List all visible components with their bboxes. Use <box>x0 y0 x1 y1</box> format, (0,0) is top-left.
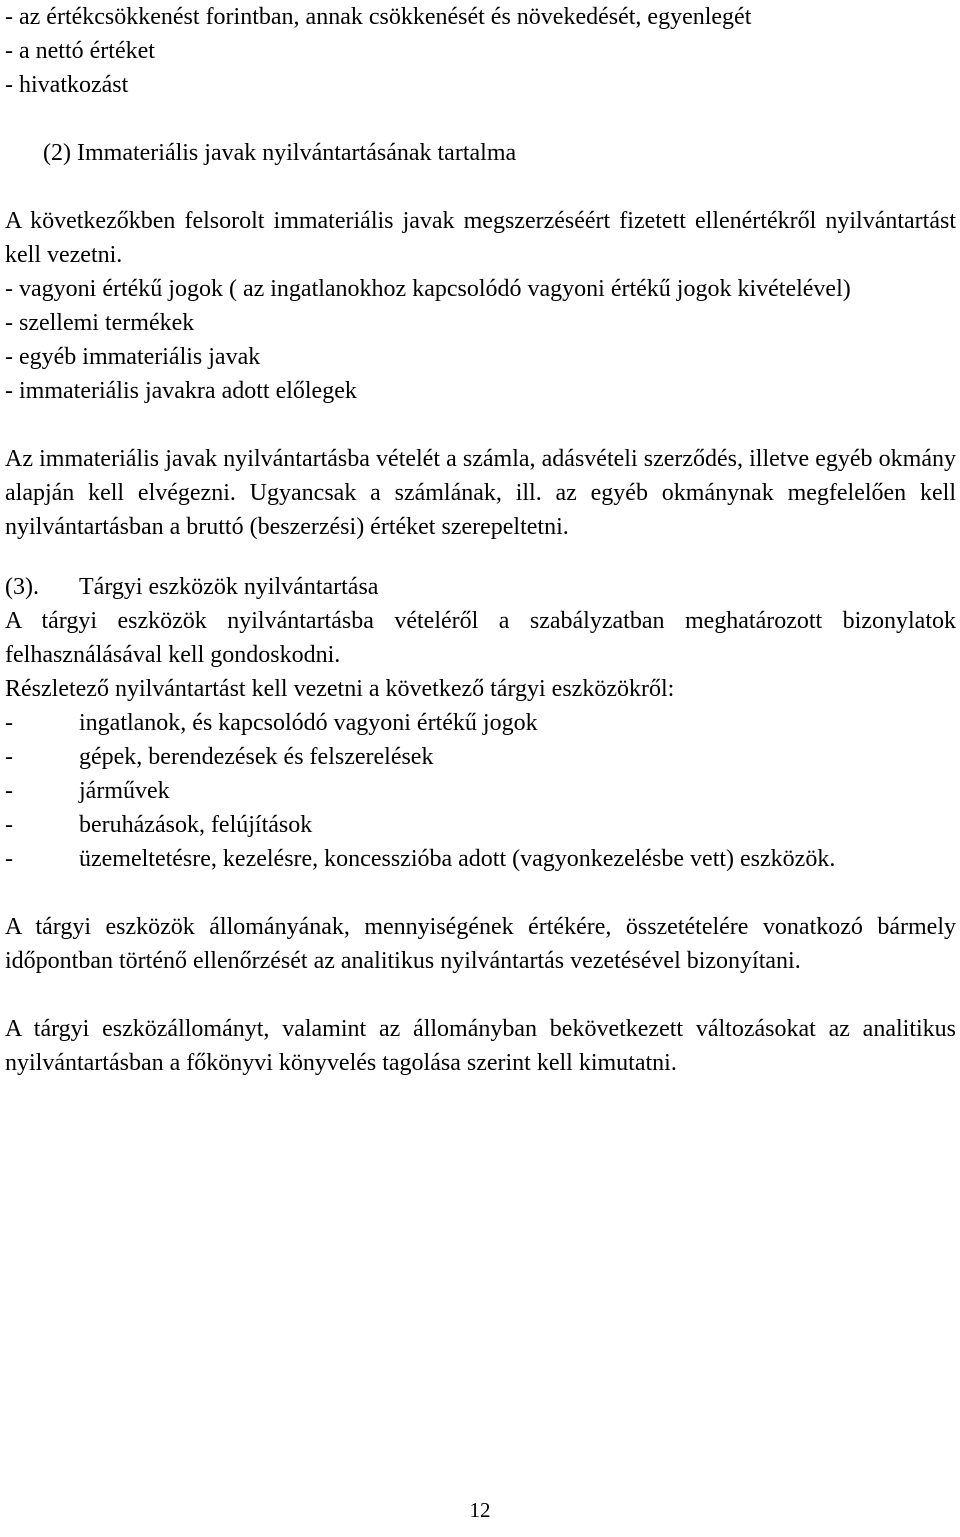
list-dash: - <box>5 812 13 838</box>
paragraph: A tárgyi eszközállományt, valamint az állományban bekövetkezett változásokat az analitikus nyilvántartásban a főkönyvi könyvelés tagolása szerint kell kimutatni. <box>5 1016 956 1076</box>
list-item: - az értékcsökkenést forintban, annak csökkenését és növekedését, egyenlegét <box>5 4 752 30</box>
page-number: 12 <box>469 1498 491 1522</box>
list-item <box>5 808 956 842</box>
spacer <box>5 876 956 910</box>
section-title: Tárgyi eszközök nyilvántartása <box>79 574 379 600</box>
list-item <box>5 774 956 808</box>
list-item: - hivatkozást <box>5 72 129 98</box>
section-heading: (2) Immateriális javak nyilvántartásának tartalma <box>43 140 517 166</box>
list-item-text: járművek <box>79 778 170 804</box>
list-item-text: gépek, berendezések és felszerelések <box>79 744 434 770</box>
paragraph: A tárgyi eszközök nyilvántartásba vételéről a szabályzatban meghatározott bizonylatok felhasználásával kell gondoskodni. <box>5 608 956 668</box>
spacer <box>5 544 956 570</box>
list-dash: - <box>5 778 13 804</box>
list-item: - szellemi termékek <box>5 310 195 336</box>
list-item <box>5 740 956 774</box>
list-dash: - <box>5 710 13 736</box>
list-item <box>5 842 956 876</box>
list-item: - a nettó értéket <box>5 38 155 64</box>
paragraph: Részletező nyilvántartást kell vezetni a következő tárgyi eszközökről: <box>5 676 675 702</box>
paragraph: A következőkben felsorolt immateriális javak megszerzéséért fizetett ellenértékről nyilvántartást kell vezetni. <box>5 208 956 268</box>
section-number: (3). <box>5 574 39 600</box>
spacer <box>5 408 956 442</box>
paragraph: A tárgyi eszközök állományának, mennyiségének értékére, összetételére vonatkozó bármely időpontban történő ellenőrzését az analitikus nyilvántartás vezetésével bizonyítani. <box>5 914 956 974</box>
list-item: - vagyoni értékű jogok ( az ingatlanokhoz kapcsolódó vagyoni értékű jogok kivételével) <box>5 276 851 302</box>
list-dash: - <box>5 744 13 770</box>
paragraph: Az immateriális javak nyilvántartásba vételét a számla, adásvételi szerződés, illetve egyéb okmány alapján kell elvégezni. Ugyancsak a számlának, ill. az egyéb okmánynak megfelelően kell nyilvántartásban a bruttó (beszerzési) értéket szerepeltetni. <box>5 446 956 540</box>
section-heading <box>5 570 956 604</box>
list-item-text: ingatlanok, és kapcsolódó vagyoni értékű jogok <box>79 710 538 736</box>
spacer <box>5 170 956 204</box>
list-item: - egyéb immateriális javak <box>5 344 261 370</box>
list-item: - immateriális javakra adott előlegek <box>5 378 357 404</box>
list-item <box>5 706 956 740</box>
list-dash: - <box>5 846 13 872</box>
spacer <box>5 978 956 1012</box>
list-item-text: beruházások, felújítások <box>79 812 313 838</box>
document-page <box>5 0 956 1080</box>
spacer <box>5 102 956 136</box>
list-item-text: üzemeltetésre, kezelésre, koncesszióba adott (vagyonkezelésbe vett) eszközök. <box>79 846 836 872</box>
